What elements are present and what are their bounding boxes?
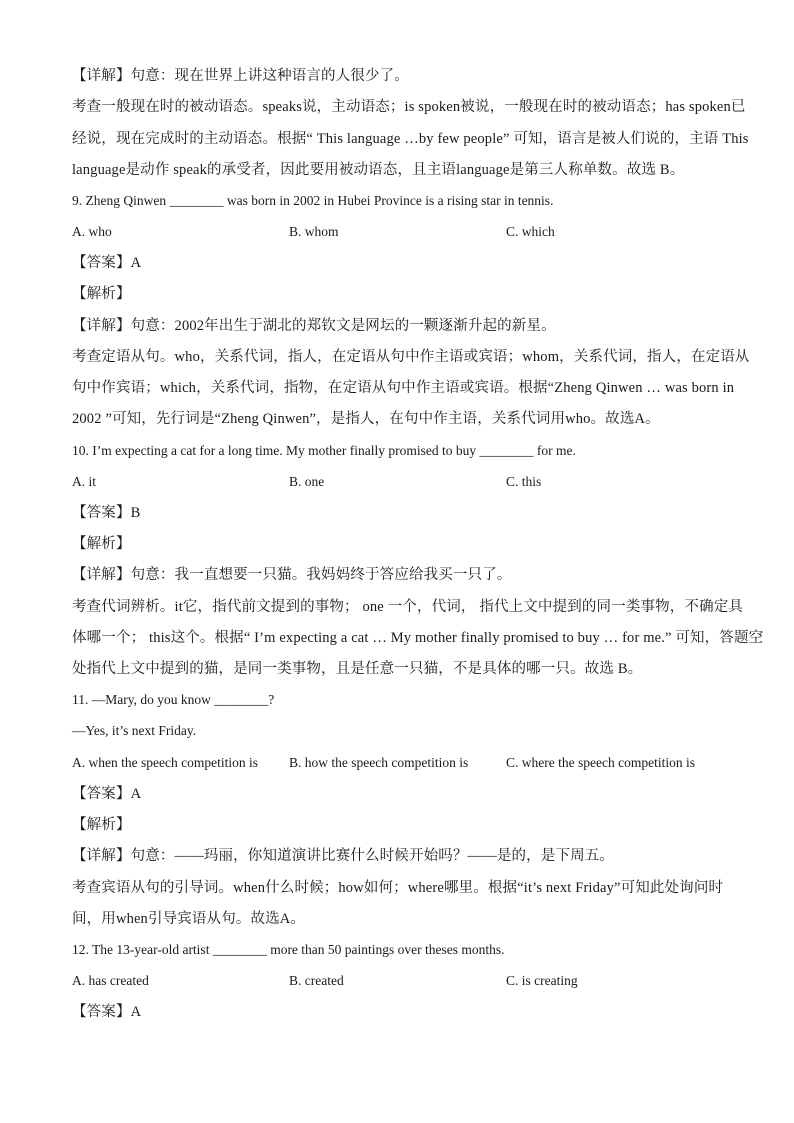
detail-explanation-9: 【详解】句意：2002年出生于湖北的郑钦文是网坛的一颗逐渐升起的新星。 bbox=[72, 318, 556, 334]
analysis-text: 体哪一个； this这个。根据“ I’m expecting a cat … My mother finally promised to buy … for me.” 可知，答题空 bbox=[72, 630, 764, 646]
analysis-text: 经说，现在完成时的主动语态。根据“ This language …by few people” 可知，语言是被人们说的，主语 This bbox=[72, 131, 749, 147]
detail-explanation-10: 【详解】句意：我一直想要一只猫。我妈妈终于答应给我买一只了。 bbox=[72, 567, 512, 583]
question-9: 9. Zheng Qinwen ________ was born in 2002 in Hubei Province is a rising star in tennis. bbox=[72, 193, 554, 208]
option-b: B. whom bbox=[289, 224, 339, 239]
answer-label: 【答案】A bbox=[72, 1004, 142, 1020]
answer-label: 【答案】A bbox=[72, 786, 142, 802]
option-c: C. is creating bbox=[506, 973, 578, 988]
option-b: B. created bbox=[289, 973, 344, 988]
option-b: B. how the speech competition is bbox=[289, 755, 469, 770]
option-b: B. one bbox=[289, 474, 325, 489]
detail-explanation-11: 【详解】句意：——玛丽，你知道演讲比赛什么时候开始吗？——是的，是下周五。 bbox=[72, 848, 615, 864]
answer-label: 【答案】A bbox=[72, 255, 142, 271]
analysis-label: 【解析】 bbox=[72, 817, 131, 833]
option-a: A. has created bbox=[72, 973, 149, 988]
question-10: 10. I’m expecting a cat for a long time. My mother finally promised to buy ________ for me. bbox=[72, 443, 576, 458]
analysis-text: 考查代词辨析。it它，指代前文提到的事物； one 一个，代词， 指代上文中提到的同一类事物，不确定具 bbox=[72, 599, 744, 615]
analysis-text: 考查一般现在时的被动语态。speaks说，主动语态；is spoken被说，一般现在时的被动语态；has spoken已 bbox=[72, 99, 746, 115]
option-a: A. when the speech competition is bbox=[72, 755, 258, 770]
analysis-text: 间，用when引导宾语从句。故选A。 bbox=[72, 911, 306, 927]
analysis-text: 句中作宾语；which，关系代词，指物，在定语从句中作主语或宾语。根据“Zheng Qinwen … was born in bbox=[72, 380, 735, 396]
question-11-reply: —Yes, it’s next Friday. bbox=[72, 723, 197, 738]
answer-label: 【答案】B bbox=[72, 505, 141, 521]
question-11: 11. —Mary, do you know ________? bbox=[72, 692, 275, 707]
analysis-text: 处指代上文中提到的猫，是同一类事物，且是任意一只猫，不是具体的哪一只。故选 B。 bbox=[72, 661, 643, 677]
analysis-label: 【解析】 bbox=[72, 536, 131, 552]
analysis-text: language是动作 speak的承受者，因此要用被动语态，且主语language是第三人称单数。故选 B。 bbox=[72, 162, 685, 178]
detail-explanation-8: 【详解】句意：现在世界上讲这种语言的人很少了。 bbox=[72, 68, 409, 84]
option-a: A. it bbox=[72, 474, 97, 489]
option-c: C. where the speech competition is bbox=[506, 755, 695, 770]
analysis-label: 【解析】 bbox=[72, 286, 131, 302]
question-12: 12. The 13-year-old artist ________ more than 50 paintings over theses months. bbox=[72, 942, 505, 957]
analysis-text: 考查宾语从句的引导词。when什么时候；how如何；where哪里。根据“it’s next Friday”可知此处询问时 bbox=[72, 880, 724, 896]
option-c: C. this bbox=[506, 474, 542, 489]
analysis-text: 2002 ”可知，先行词是“Zheng Qinwen”，是指人，在句中作主语，关系代词用who。故选A。 bbox=[72, 411, 660, 427]
analysis-text: 考查定语从句。who，关系代词，指人，在定语从句中作主语或宾语；whom，关系代词，指人，在定语从 bbox=[72, 349, 750, 365]
option-a: A. who bbox=[72, 224, 112, 239]
option-c: C. which bbox=[506, 224, 555, 239]
